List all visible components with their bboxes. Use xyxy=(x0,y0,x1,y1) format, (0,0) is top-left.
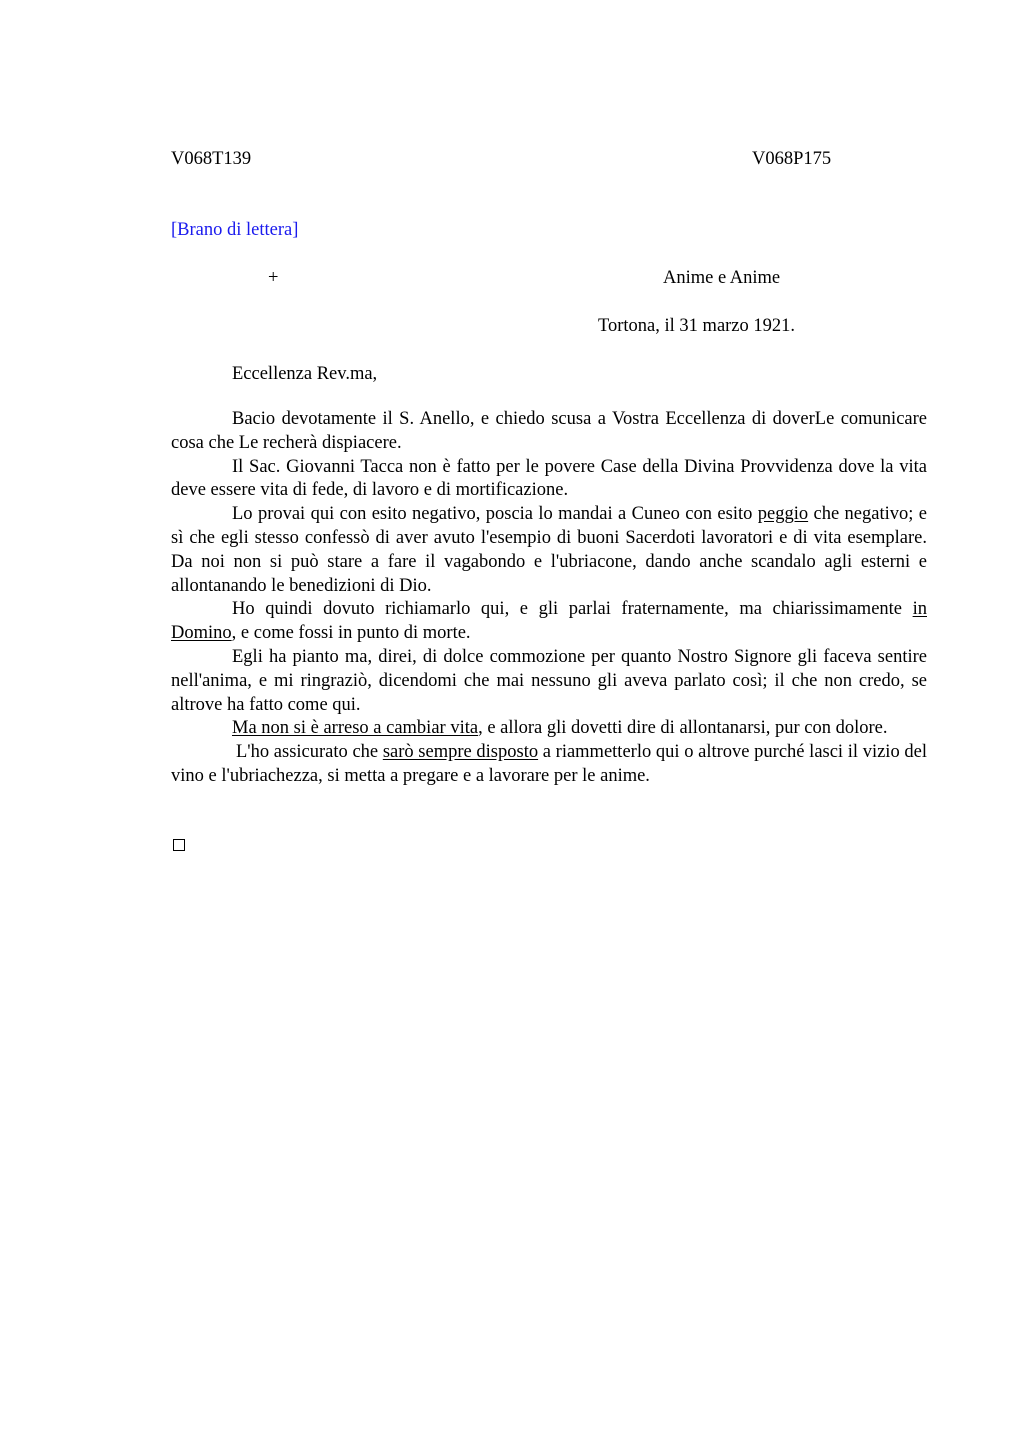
underlined-phrase: Ma non si è arreso a cambiar vita xyxy=(232,718,479,739)
paragraph: Egli ha pianto ma, direi, di dolce commozione per quanto Nostro Signore gli faceva sentire nell'anima, e mi ringraziò, dicendomi che mai nessuno gli aveva parlato così; il che non credo, se altrove ha fatto come qui. xyxy=(171,646,927,715)
underlined-phrase: sarò sempre disposto xyxy=(382,742,539,763)
letter-body xyxy=(171,408,927,789)
salutation: Eccellenza Rev.ma, xyxy=(232,364,378,384)
paragraph: Bacio devotamente il S. Anello, e chiedo scusa a Vostra Eccellenza di doverLe comunicare cosa che Le recherà dispiacere. xyxy=(171,409,927,453)
document-code-right: V068P175 xyxy=(752,149,832,169)
end-mark-box-icon xyxy=(173,839,185,851)
dateline: Tortona, il 31 marzo 1921. xyxy=(598,316,796,336)
cross-symbol: + xyxy=(268,268,279,288)
paragraph: Ma non si è arreso a cambiar vita, e allora gli dovetti dire di allontanarsi, pur con dolore. xyxy=(232,718,888,739)
underlined-phrase: peggio xyxy=(757,504,809,525)
paragraph: Ho quindi dovuto richiamarlo qui, e gli parlai fraternamente, ma chiarissimamente in Domino, e come fossi in punto di morte. xyxy=(171,599,927,644)
underlined-phrase: in Domino xyxy=(171,599,927,644)
paragraph: L'ho assicurato che sarò sempre disposto a riammetterlo qui o altrove purché lasci il vizio del vino e l'ubriachezza, si metta a pregare e a lavorare per le anime. xyxy=(171,742,927,786)
letterhead-motto: Anime e Anime xyxy=(663,268,781,288)
document-label: [Brano di lettera] xyxy=(171,220,299,240)
paragraph: Il Sac. Giovanni Tacca non è fatto per le povere Case della Divina Provvidenza dove la vita deve essere vita di fede, di lavoro e di mortificazione. xyxy=(171,456,927,501)
document-code-left: V068T139 xyxy=(171,149,252,169)
paragraph: Lo provai qui con esito negativo, poscia lo mandai a Cuneo con esito peggio che negativo; e sì che egli stesso confessò di aver avuto l'esempio di buoni Sacerdoti lavoratori e di vita esemplare. Da noi non si può stare a fare il vagabondo e l'ubriacone, dando anche scandalo agli esterni e allontanando le benedizioni di Dio. xyxy=(171,504,927,596)
